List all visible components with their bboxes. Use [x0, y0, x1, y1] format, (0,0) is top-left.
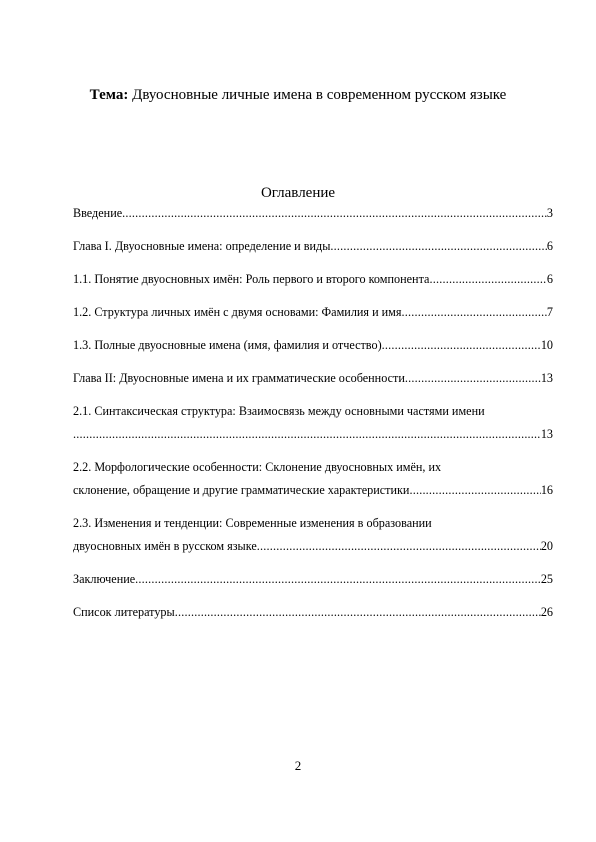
- toc-leader: [405, 370, 541, 387]
- toc-entry-text-line1: 2.1. Синтаксическая структура: Взаимосвязь между основными частями имени: [73, 404, 485, 418]
- toc-entry-section-1-3[interactable]: [73, 337, 553, 354]
- toc-entry-text: 1.2. Структура личных имён с двумя основами: Фамилия и имя: [73, 305, 402, 319]
- toc-entry-section-1-1[interactable]: [73, 271, 553, 288]
- document-topic: [0, 85, 596, 105]
- toc-entry-text: 1.3. Полные двуосновные имена (имя, фамилия и отчество): [73, 338, 382, 352]
- toc-entry-chapter-2[interactable]: [73, 370, 553, 387]
- toc-entry-text: Глава II: Двуосновные имена и их грамматические особенности: [73, 371, 405, 385]
- toc-leader: [122, 205, 547, 222]
- toc-entry-text: Список литературы: [73, 605, 175, 619]
- toc-entry-conclusion[interactable]: [73, 571, 553, 588]
- toc-entry-section-1-2[interactable]: [73, 304, 553, 321]
- toc-entry-page: 7: [546, 305, 553, 319]
- toc-entry-page: 13: [540, 371, 553, 385]
- toc-entry-bibliography[interactable]: [73, 604, 553, 621]
- toc-leader: [402, 304, 547, 321]
- toc-leader: [73, 426, 541, 443]
- toc-entry-section-2-2[interactable]: [73, 459, 553, 499]
- toc-entry-text: Введение: [73, 206, 123, 220]
- toc-leader: [257, 538, 541, 555]
- toc-entry-page: 3: [546, 206, 553, 220]
- toc-entry-chapter-1[interactable]: [73, 238, 553, 255]
- toc-leader: [175, 604, 541, 621]
- table-of-contents: [73, 205, 553, 621]
- toc-entry-text: склонение, обращение и другие грамматические характеристики: [73, 483, 410, 497]
- toc-entry-page: 16: [540, 483, 553, 497]
- topic-text: Двуосновные личные имена в современном русском языке: [132, 87, 507, 103]
- toc-entry-page: 26: [540, 605, 553, 619]
- toc-entry-text: двуосновных имён в русском языке: [73, 539, 257, 553]
- page-number: 2: [294, 758, 302, 773]
- toc-entry-text: 1.1. Понятие двуосновных имён: Роль первого и второго компонента: [73, 272, 430, 286]
- toc-entry-page: 6: [546, 239, 553, 253]
- toc-entry-page: 6: [546, 272, 553, 286]
- topic-label: Тема:: [89, 87, 129, 103]
- toc-entry-page: 13: [540, 427, 553, 441]
- toc-entry-page: 10: [540, 338, 553, 352]
- toc-entry-section-2-3[interactable]: [73, 515, 553, 555]
- toc-entry-text-line1: 2.3. Изменения и тенденции: Современные изменения в образовании: [73, 516, 432, 530]
- toc-entry-introduction[interactable]: [73, 205, 553, 222]
- toc-entry-text: Заключение: [73, 572, 136, 586]
- toc-leader: [330, 238, 546, 255]
- toc-entry-text-line1: 2.2. Морфологические особенности: Склонение двуосновных имён, их: [73, 460, 442, 474]
- toc-entry-section-2-1[interactable]: [73, 403, 553, 443]
- toc-entry-text: Глава I. Двуосновные имена: определение и виды: [73, 239, 331, 253]
- toc-leader: [135, 571, 541, 588]
- toc-title: Оглавление: [260, 185, 336, 201]
- toc-entry-page: 25: [540, 572, 553, 586]
- toc-entry-page: 20: [540, 539, 553, 553]
- toc-leader: [429, 271, 546, 288]
- toc-leader: [409, 482, 540, 499]
- toc-leader: [382, 337, 541, 354]
